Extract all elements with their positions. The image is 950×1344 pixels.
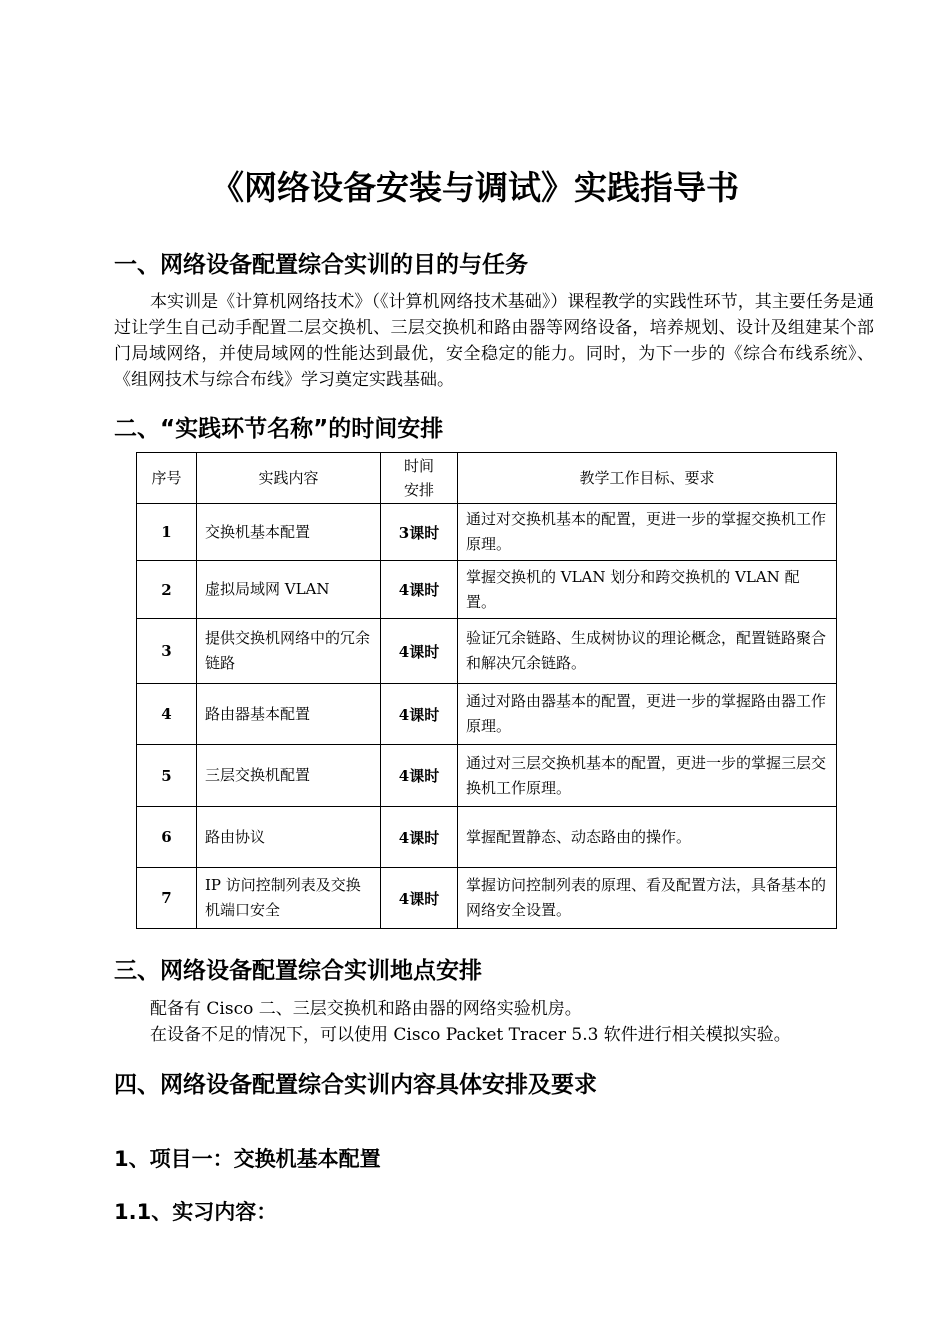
row-goal: 验证冗余链路、生成树协议的理论概念，配置链路聚合和解决冗余链路。 bbox=[458, 619, 837, 684]
table-row bbox=[137, 868, 837, 929]
section-1-body: 本实训是《计算机网络技术》（《计算机网络技术基础》）课程教学的实践性环节，其主要任务是通过让学生自己动手配置二层交换机、三层交换机和路由器等网络设备，培养规划、设计及组建某个部门局域网络，并使局域网的性能达到最优，安全稳定的能力。同时，为下一步的《综合布线系统》、《组网技术与综合布线》学习奠定实践基础。 bbox=[114, 292, 874, 390]
table-row bbox=[137, 561, 837, 619]
table-row bbox=[137, 684, 837, 745]
row-goal: 掌握交换机的 VLAN 划分和跨交换机的 VLAN 配置。 bbox=[458, 561, 837, 619]
section-4-heading: 四、网络设备配置综合实训内容具体安排及要求 bbox=[114, 1072, 597, 1098]
row-time: 4课时 bbox=[381, 619, 458, 684]
row-no: 1 bbox=[137, 504, 197, 561]
table-row bbox=[137, 504, 837, 561]
schedule-table bbox=[136, 452, 837, 929]
header-no: 序号 bbox=[137, 453, 197, 504]
row-no: 4 bbox=[137, 684, 197, 745]
row-goal: 掌握访问控制列表的原理、看及配置方法，具备基本的网络安全设置。 bbox=[458, 868, 837, 929]
table-header-row bbox=[137, 453, 837, 504]
section-3-line-1: 配备有 Cisco 二、三层交换机和路由器的网络实验机房。 bbox=[150, 999, 582, 1019]
row-content: 提供交换机网络中的冗余链路 bbox=[197, 619, 381, 684]
table-row bbox=[137, 619, 837, 684]
table-row bbox=[137, 807, 837, 868]
row-content: 三层交换机配置 bbox=[197, 745, 381, 807]
row-no: 7 bbox=[137, 868, 197, 929]
row-content: 路由协议 bbox=[197, 807, 381, 868]
subsection-heading-1-1: 1.1、实习内容： bbox=[114, 1200, 278, 1224]
section-3-line-2: 在设备不足的情况下，可以使用 Cisco Packet Tracer 5.3 软件进行相关模拟实验。 bbox=[150, 1025, 791, 1045]
header-goal: 教学工作目标、要求 bbox=[458, 453, 837, 504]
table-row bbox=[137, 745, 837, 807]
section-1-heading: 一、网络设备配置综合实训的目的与任务 bbox=[114, 252, 528, 278]
row-goal: 通过对三层交换机基本的配置，更进一步的掌握三层交换机工作原理。 bbox=[458, 745, 837, 807]
document-title: 《网络设备安装与调试》实践指导书 bbox=[211, 168, 739, 207]
row-content: 路由器基本配置 bbox=[197, 684, 381, 745]
row-goal: 通过对路由器基本的配置，更进一步的掌握路由器工作原理。 bbox=[458, 684, 837, 745]
row-time: 4课时 bbox=[381, 807, 458, 868]
section-3-heading: 三、网络设备配置综合实训地点安排 bbox=[114, 958, 482, 984]
subsection-heading-1: 1、项目一：交换机基本配置 bbox=[114, 1147, 381, 1171]
row-time: 3课时 bbox=[381, 504, 458, 561]
header-content: 实践内容 bbox=[197, 453, 381, 504]
row-no: 3 bbox=[137, 619, 197, 684]
row-goal: 掌握配置静态、动态路由的操作。 bbox=[458, 807, 837, 868]
row-content: 虚拟局域网 VLAN bbox=[197, 561, 381, 619]
row-content: 交换机基本配置 bbox=[197, 504, 381, 561]
row-no: 5 bbox=[137, 745, 197, 807]
row-no: 6 bbox=[137, 807, 197, 868]
row-no: 2 bbox=[137, 561, 197, 619]
row-time: 4课时 bbox=[381, 561, 458, 619]
row-goal: 通过对交换机基本的配置，更进一步的掌握交换机工作原理。 bbox=[458, 504, 837, 561]
header-time: 时间 安排 bbox=[381, 453, 458, 504]
row-time: 4课时 bbox=[381, 745, 458, 807]
section-2-heading: 二、“实践环节名称”的时间安排 bbox=[114, 416, 444, 442]
row-time: 4课时 bbox=[381, 868, 458, 929]
row-time: 4课时 bbox=[381, 684, 458, 745]
row-content: IP 访问控制列表及交换机端口安全 bbox=[197, 868, 381, 929]
